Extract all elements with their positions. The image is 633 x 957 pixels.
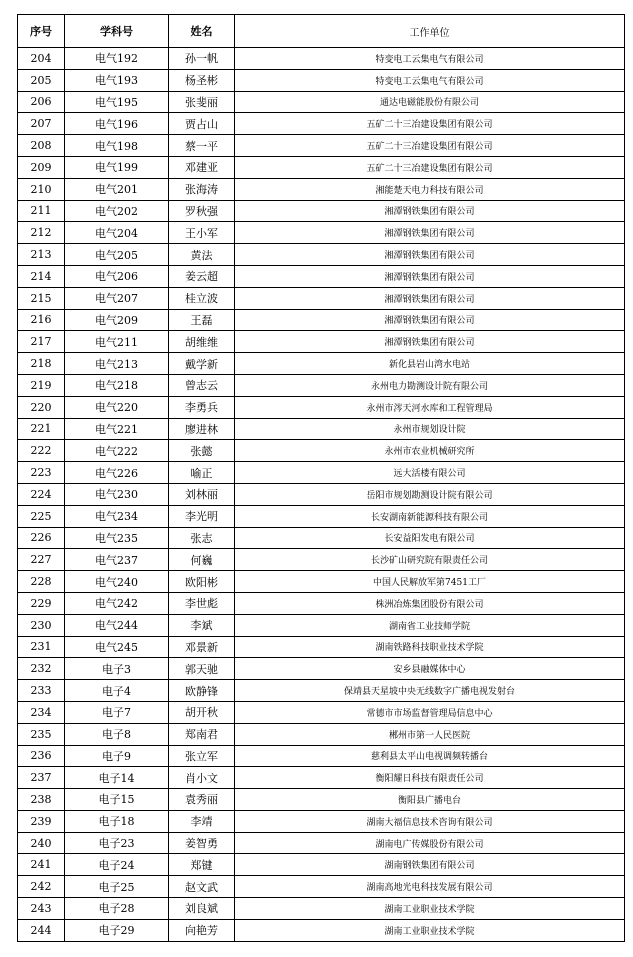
cell-subject-code: 电气198	[65, 135, 169, 157]
table-row	[18, 200, 625, 222]
cell-index: 209	[18, 156, 65, 178]
table-row	[18, 680, 625, 702]
cell-subject-code: 电气218	[65, 374, 169, 396]
table-row	[18, 701, 625, 723]
table-body	[18, 48, 625, 942]
cell-name: 李光明	[169, 505, 235, 527]
cell-name: 郑键	[169, 854, 235, 876]
cell-name: 张斐丽	[169, 91, 235, 113]
cell-index: 244	[18, 919, 65, 941]
cell-index: 235	[18, 723, 65, 745]
cell-subject-code: 电气244	[65, 614, 169, 636]
cell-name: 胡开秋	[169, 701, 235, 723]
cell-index: 222	[18, 440, 65, 462]
cell-name: 罗秋强	[169, 200, 235, 222]
cell-index: 214	[18, 265, 65, 287]
table-row	[18, 919, 625, 941]
cell-subject-code: 电气205	[65, 244, 169, 266]
cell-name: 姜智勇	[169, 832, 235, 854]
cell-subject-code: 电气234	[65, 505, 169, 527]
table-row	[18, 767, 625, 789]
cell-work-unit: 常德市市场监督管理局信息中心	[235, 701, 625, 723]
cell-index: 212	[18, 222, 65, 244]
cell-index: 216	[18, 309, 65, 331]
table-row	[18, 396, 625, 418]
cell-index: 210	[18, 178, 65, 200]
cell-work-unit: 湖南高地光电科技发展有限公司	[235, 876, 625, 898]
cell-subject-code: 电子3	[65, 658, 169, 680]
cell-index: 206	[18, 91, 65, 113]
cell-subject-code: 电子24	[65, 854, 169, 876]
cell-subject-code: 电气207	[65, 287, 169, 309]
table-row	[18, 614, 625, 636]
cell-subject-code: 电子23	[65, 832, 169, 854]
cell-name: 邓建亚	[169, 156, 235, 178]
table-row	[18, 810, 625, 832]
cell-index: 236	[18, 745, 65, 767]
table-row	[18, 178, 625, 200]
cell-index: 229	[18, 592, 65, 614]
cell-work-unit: 五矿二十三冶建设集团有限公司	[235, 156, 625, 178]
cell-work-unit: 特变电工云集电气有限公司	[235, 69, 625, 91]
table-row	[18, 898, 625, 920]
table-row	[18, 527, 625, 549]
cell-work-unit: 湘潭钢铁集团有限公司	[235, 331, 625, 353]
cell-name: 郑南君	[169, 723, 235, 745]
cell-work-unit: 五矿二十三冶建设集团有限公司	[235, 113, 625, 135]
table-row	[18, 549, 625, 571]
table-row	[18, 832, 625, 854]
table-row	[18, 222, 625, 244]
cell-work-unit: 湖南铁路科技职业技术学院	[235, 636, 625, 658]
cell-subject-code: 电气237	[65, 549, 169, 571]
cell-index: 240	[18, 832, 65, 854]
cell-subject-code: 电气201	[65, 178, 169, 200]
cell-work-unit: 衡阳县广播电台	[235, 789, 625, 811]
cell-index: 231	[18, 636, 65, 658]
cell-work-unit: 永州市规划设计院	[235, 418, 625, 440]
cell-name: 李斌	[169, 614, 235, 636]
cell-index: 204	[18, 48, 65, 70]
cell-index: 220	[18, 396, 65, 418]
table-row	[18, 244, 625, 266]
cell-work-unit: 湖南工业职业技术学院	[235, 919, 625, 941]
cell-subject-code: 电子4	[65, 680, 169, 702]
cell-name: 欧阳彬	[169, 571, 235, 593]
cell-work-unit: 湖南大福信息技术咨询有限公司	[235, 810, 625, 832]
cell-name: 张立军	[169, 745, 235, 767]
cell-name: 蔡一平	[169, 135, 235, 157]
cell-work-unit: 岳阳市规划勘测设计院有限公司	[235, 483, 625, 505]
cell-name: 王磊	[169, 309, 235, 331]
cell-index: 228	[18, 571, 65, 593]
cell-index: 243	[18, 898, 65, 920]
cell-work-unit: 湖南电广传媒股份有限公司	[235, 832, 625, 854]
cell-name: 肖小文	[169, 767, 235, 789]
cell-work-unit: 长安益阳发电有限公司	[235, 527, 625, 549]
cell-work-unit: 湘潭钢铁集团有限公司	[235, 287, 625, 309]
cell-name: 张志	[169, 527, 235, 549]
cell-name: 张海涛	[169, 178, 235, 200]
cell-subject-code: 电气226	[65, 462, 169, 484]
cell-work-unit: 新化县岩山湾水电站	[235, 353, 625, 375]
cell-name: 张懿	[169, 440, 235, 462]
cell-name: 姜云超	[169, 265, 235, 287]
cell-index: 208	[18, 135, 65, 157]
table-row	[18, 636, 625, 658]
cell-name: 何巍	[169, 549, 235, 571]
table-row	[18, 462, 625, 484]
cell-work-unit: 远大活楼有限公司	[235, 462, 625, 484]
cell-index: 232	[18, 658, 65, 680]
table-row	[18, 483, 625, 505]
cell-subject-code: 电气242	[65, 592, 169, 614]
cell-index: 233	[18, 680, 65, 702]
cell-subject-code: 电气230	[65, 483, 169, 505]
cell-subject-code: 电气222	[65, 440, 169, 462]
cell-index: 241	[18, 854, 65, 876]
cell-work-unit: 特变电工云集电气有限公司	[235, 48, 625, 70]
cell-subject-code: 电气240	[65, 571, 169, 593]
cell-work-unit: 湘潭钢铁集团有限公司	[235, 265, 625, 287]
cell-subject-code: 电子29	[65, 919, 169, 941]
table-row	[18, 374, 625, 396]
cell-subject-code: 电子15	[65, 789, 169, 811]
cell-work-unit: 长安湖南新能源科技有限公司	[235, 505, 625, 527]
cell-subject-code: 电气192	[65, 48, 169, 70]
cell-work-unit: 湘能楚天电力科技有限公司	[235, 178, 625, 200]
cell-name: 贾占山	[169, 113, 235, 135]
cell-work-unit: 株洲冶炼集团股份有限公司	[235, 592, 625, 614]
table-row	[18, 265, 625, 287]
cell-index: 223	[18, 462, 65, 484]
table-row	[18, 156, 625, 178]
cell-subject-code: 电子14	[65, 767, 169, 789]
header-name: 姓名	[169, 15, 235, 48]
header-work-unit: 工作单位	[235, 15, 625, 48]
cell-subject-code: 电气196	[65, 113, 169, 135]
cell-work-unit: 永州市农业机械研究所	[235, 440, 625, 462]
table-row	[18, 789, 625, 811]
cell-work-unit: 湘潭钢铁集团有限公司	[235, 222, 625, 244]
cell-index: 239	[18, 810, 65, 832]
cell-index: 207	[18, 113, 65, 135]
cell-work-unit: 湘潭钢铁集团有限公司	[235, 244, 625, 266]
table-row	[18, 353, 625, 375]
cell-subject-code: 电气211	[65, 331, 169, 353]
cell-subject-code: 电子25	[65, 876, 169, 898]
cell-work-unit: 五矿二十三冶建设集团有限公司	[235, 135, 625, 157]
cell-index: 221	[18, 418, 65, 440]
table-row	[18, 658, 625, 680]
table-row	[18, 505, 625, 527]
cell-subject-code: 电气235	[65, 527, 169, 549]
cell-work-unit: 通达电磁能股份有限公司	[235, 91, 625, 113]
cell-subject-code: 电子9	[65, 745, 169, 767]
cell-subject-code: 电气204	[65, 222, 169, 244]
cell-name: 喻正	[169, 462, 235, 484]
table-row	[18, 91, 625, 113]
cell-name: 邓景新	[169, 636, 235, 658]
cell-work-unit: 保靖县天星坡中央无线数字广播电视发射台	[235, 680, 625, 702]
cell-index: 217	[18, 331, 65, 353]
cell-work-unit: 中国人民解放军第7451工厂	[235, 571, 625, 593]
cell-name: 杨圣彬	[169, 69, 235, 91]
cell-work-unit: 永州电力勘测设计院有限公司	[235, 374, 625, 396]
table-row	[18, 135, 625, 157]
cell-subject-code: 电气213	[65, 353, 169, 375]
table-row	[18, 876, 625, 898]
cell-index: 225	[18, 505, 65, 527]
cell-subject-code: 电气202	[65, 200, 169, 222]
cell-name: 戴学新	[169, 353, 235, 375]
cell-work-unit: 湘潭钢铁集团有限公司	[235, 309, 625, 331]
cell-work-unit: 慈利县太平山电视调频转播台	[235, 745, 625, 767]
cell-subject-code: 电气220	[65, 396, 169, 418]
cell-name: 郭天驰	[169, 658, 235, 680]
cell-index: 227	[18, 549, 65, 571]
table-row	[18, 723, 625, 745]
cell-index: 230	[18, 614, 65, 636]
cell-index: 234	[18, 701, 65, 723]
cell-index: 237	[18, 767, 65, 789]
cell-subject-code: 电气195	[65, 91, 169, 113]
cell-subject-code: 电子7	[65, 701, 169, 723]
personnel-table-container	[17, 14, 624, 942]
cell-name: 李世彪	[169, 592, 235, 614]
cell-name: 桂立波	[169, 287, 235, 309]
table-row	[18, 48, 625, 70]
cell-index: 215	[18, 287, 65, 309]
cell-subject-code: 电气199	[65, 156, 169, 178]
cell-work-unit: 永州市涔天河水库和工程管理局	[235, 396, 625, 418]
personnel-table	[17, 14, 625, 942]
cell-index: 205	[18, 69, 65, 91]
table-row	[18, 571, 625, 593]
cell-name: 曾志云	[169, 374, 235, 396]
cell-name: 李勇兵	[169, 396, 235, 418]
cell-subject-code: 电子18	[65, 810, 169, 832]
cell-name: 胡维维	[169, 331, 235, 353]
cell-name: 王小军	[169, 222, 235, 244]
cell-subject-code: 电气221	[65, 418, 169, 440]
table-row	[18, 113, 625, 135]
table-row	[18, 418, 625, 440]
cell-work-unit: 郴州市第一人民医院	[235, 723, 625, 745]
cell-index: 238	[18, 789, 65, 811]
cell-name: 李靖	[169, 810, 235, 832]
cell-work-unit: 安乡县融媒体中心	[235, 658, 625, 680]
cell-name: 赵文武	[169, 876, 235, 898]
cell-index: 211	[18, 200, 65, 222]
cell-subject-code: 电气245	[65, 636, 169, 658]
cell-index: 219	[18, 374, 65, 396]
table-row	[18, 69, 625, 91]
cell-subject-code: 电子8	[65, 723, 169, 745]
cell-name: 刘良斌	[169, 898, 235, 920]
cell-name: 向艳芳	[169, 919, 235, 941]
cell-work-unit: 湖南钢铁集团有限公司	[235, 854, 625, 876]
cell-index: 226	[18, 527, 65, 549]
table-row	[18, 309, 625, 331]
cell-index: 224	[18, 483, 65, 505]
cell-work-unit: 湘潭钢铁集团有限公司	[235, 200, 625, 222]
cell-work-unit: 衡阳耀日科技有限责任公司	[235, 767, 625, 789]
table-header	[18, 15, 625, 48]
header-index: 序号	[18, 15, 65, 48]
cell-name: 孙一帆	[169, 48, 235, 70]
cell-work-unit: 长沙矿山研究院有限责任公司	[235, 549, 625, 571]
cell-index: 218	[18, 353, 65, 375]
cell-subject-code: 电气206	[65, 265, 169, 287]
header-subject-code: 学科号	[65, 15, 169, 48]
cell-work-unit: 湖南工业职业技术学院	[235, 898, 625, 920]
table-row	[18, 331, 625, 353]
cell-subject-code: 电子28	[65, 898, 169, 920]
cell-index: 213	[18, 244, 65, 266]
header-row	[18, 15, 625, 48]
cell-subject-code: 电气193	[65, 69, 169, 91]
cell-name: 廖进林	[169, 418, 235, 440]
cell-subject-code: 电气209	[65, 309, 169, 331]
table-row	[18, 592, 625, 614]
table-row	[18, 745, 625, 767]
cell-index: 242	[18, 876, 65, 898]
cell-work-unit: 湖南省工业技师学院	[235, 614, 625, 636]
table-row	[18, 287, 625, 309]
cell-name: 袁秀丽	[169, 789, 235, 811]
cell-name: 欧静锋	[169, 680, 235, 702]
cell-name: 黄法	[169, 244, 235, 266]
cell-name: 刘林丽	[169, 483, 235, 505]
table-row	[18, 440, 625, 462]
table-row	[18, 854, 625, 876]
